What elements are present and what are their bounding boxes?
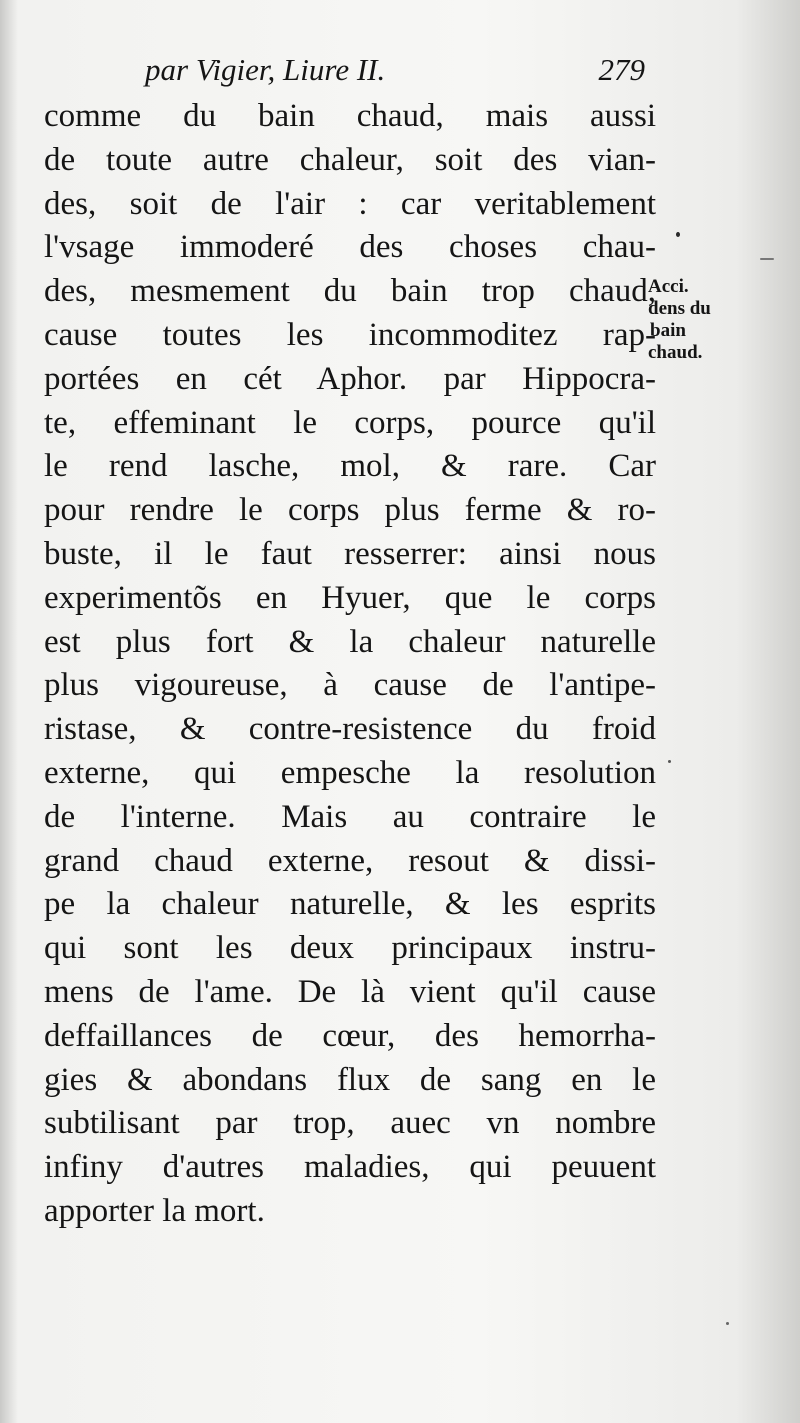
ink-speck	[760, 258, 774, 260]
ink-speck	[676, 232, 680, 237]
text-line: de l'interne. Mais au contraire le	[44, 798, 656, 835]
running-title: par Vigier, Liure II.	[145, 52, 386, 87]
marginal-note-line: dens du	[648, 298, 711, 319]
text-line: pour rendre le corps plus ferme & ro-	[44, 492, 656, 529]
text-line: buste, il le faut resserrer: ainsi nous	[44, 535, 656, 572]
text-line: grand chaud externe, resout & dissi-	[44, 842, 656, 879]
text-line: infiny d'autres maladies, qui peuuent	[44, 1149, 656, 1186]
text-line: externe, qui empesche la resolution	[44, 754, 656, 791]
running-header	[145, 48, 645, 92]
text-line: ristase, & contre-resistence du froid	[44, 711, 656, 748]
text-line: est plus fort & la chaleur naturelle	[44, 623, 656, 660]
text-line: pe la chaleur naturelle, & les esprits	[44, 886, 656, 923]
text-line: l'vsage immoderé des choses chau-	[44, 229, 656, 266]
text-line: deffaillances de cœur, des hemorrha-	[44, 1017, 656, 1054]
text-line: experimentõs en Hyuer, que le corps	[44, 579, 656, 616]
text-line: des, mesmement du bain trop chaud,	[44, 273, 656, 310]
ink-speck	[726, 1322, 729, 1325]
ink-speck	[668, 760, 671, 763]
text-line: gies & abondans flux de sang en le	[44, 1061, 656, 1098]
marginal-note-line: Acci.	[648, 276, 689, 297]
text-line: cause toutes les incommoditez rap-	[44, 316, 656, 353]
marginal-note-line: bain	[650, 320, 686, 341]
text-line: plus vigoureuse, à cause de l'antipe-	[44, 667, 656, 704]
text-line: portées en cét Aphor. par Hippocra-	[44, 360, 656, 397]
text-line: te, effeminant le corps, pource qu'il	[44, 404, 656, 441]
text-line: des, soit de l'air : car veritablement	[44, 185, 656, 222]
text-line: mens de l'ame. De là vient qu'il cause	[44, 973, 656, 1010]
marginal-note	[648, 276, 748, 364]
body-text	[44, 95, 656, 1234]
text-line: comme du bain chaud, mais aussi	[44, 98, 656, 134]
text-line: de toute autre chaleur, soit des vian-	[44, 141, 656, 178]
marginal-note-line: chaud.	[648, 342, 703, 363]
text-line: qui sont les deux principaux instru-	[44, 930, 656, 967]
text-line: subtilisant par trop, auec vn nombre	[44, 1105, 656, 1142]
page-number: 279	[598, 52, 645, 87]
text-line: le rend lasche, mol, & rare. Car	[44, 448, 656, 485]
text-line: apporter la mort.	[44, 1192, 265, 1229]
